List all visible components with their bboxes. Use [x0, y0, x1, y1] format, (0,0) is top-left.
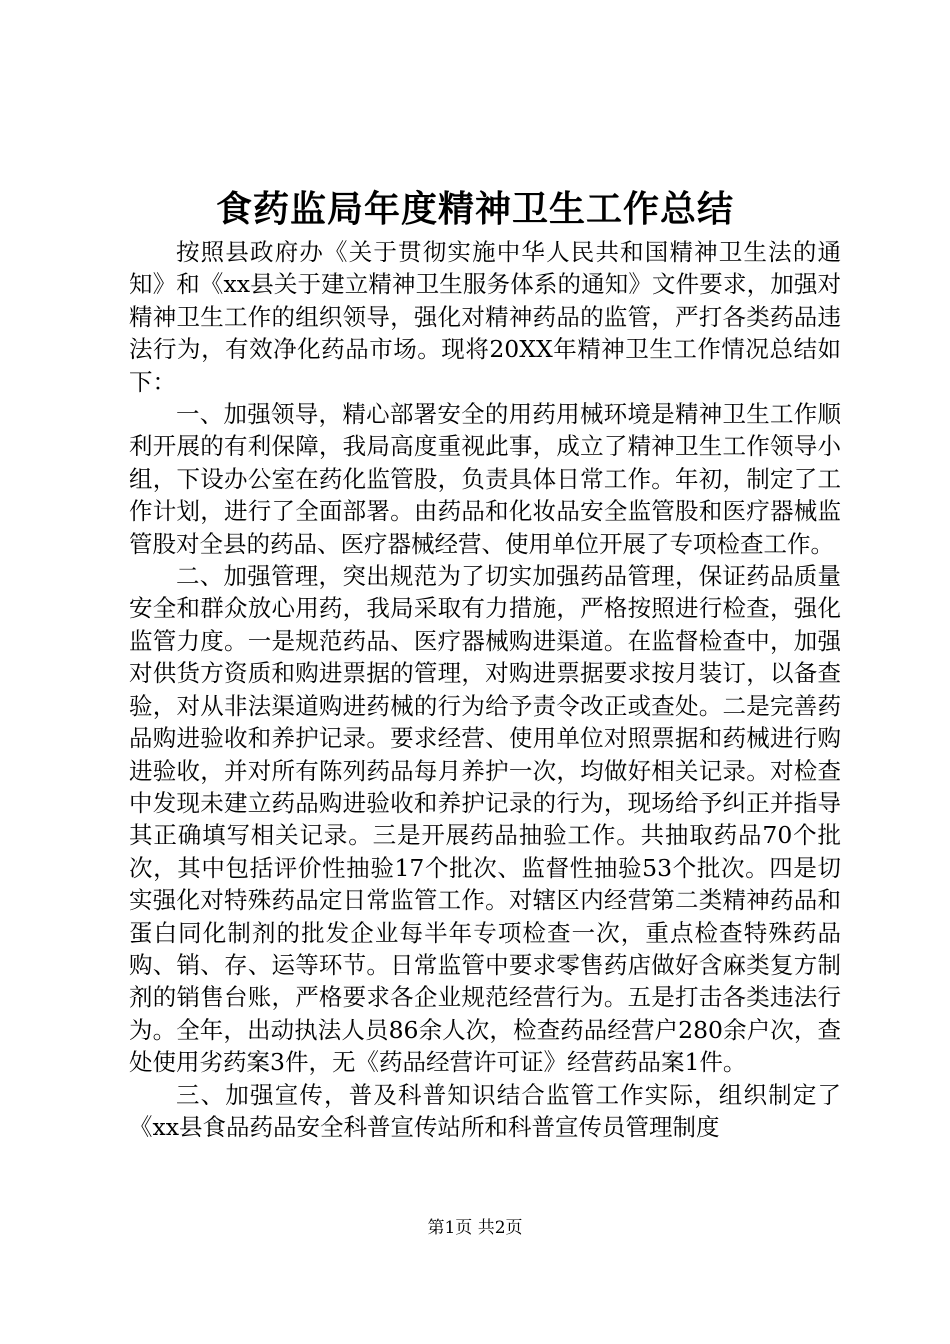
paragraph-section-1: 一、加强领导，精心部署安全的用药用械环境是精神卫生工作顺利开展的有利保障，我局高度重视此事，成立了精神卫生工作领导小组，下设办公室在药化监管股，负责具体日常工作。年初，制定了工作计划，进行了全面部署。由药品和化妆品安全监管股和医疗器械监管股对全县的药品、医疗器械经营、使用单位开展了专项检查工作。	[129, 400, 841, 558]
paragraph-section-2: 二、加强管理，突出规范为了切实加强药品管理，保证药品质量安全和群众放心用药，我局采取有力措施，严格按照进行检查，强化监管力度。一是规范药品、医疗器械购进渠道。在监督检查中，加强对供货方资质和购进票据的管理，对购进票据要求按月装订，以备查验，对从非法渠道购进药械的行为给予责令改正或查处。二是完善药品购进验收和养护记录。要求经营、使用单位对照票据和药械进行购进验收，并对所有陈列药品每月养护一次，均做好相关记录。对检查中发现未建立药品购进验收和养护记录的行为，现场给予纠正并指导其正确填写相关记录。三是开展药品抽验工作。共抽取药品70个批次，其中包括评价性抽验17个批次、监督性抽验53个批次。四是切实强化对特殊药品定日常监管工作。对辖区内经营第二类精神药品和蛋白同化制剂的批发企业每半年专项检查一次，重点检查特殊药品购、销、存、运等环节。日常监管中要求零售药店做好含麻类复方制剂的销售台账，严格要求各企业规范经营行为。五是打击各类违法行为。全年，出动执法人员86余人次，检查药品经营户280余户次，查处使用劣药案3件，无《药品经营许可证》经营药品案1件。	[129, 562, 841, 1077]
paragraph-section-3: 三、加强宣传，普及科普知识结合监管工作实际，组织制定了《xx县食品药品安全科普宣传站所和科普宣传员管理制度	[129, 1080, 841, 1141]
document-body	[129, 236, 841, 1143]
paragraph-intro: 按照县政府办《关于贯彻实施中华人民共和国精神卫生法的通知》和《xx县关于建立精神卫生服务体系的通知》文件要求，加强对精神卫生工作的组织领导，强化对精神药品的监管，严打各类药品违法行为，有效净化药品市场。现将20XX年精神卫生工作情况总结如下：	[129, 238, 841, 396]
document-title: 食药监局年度精神卫生工作总结	[215, 188, 734, 230]
page-number-footer: 第1页 共2页	[427, 1218, 523, 1238]
